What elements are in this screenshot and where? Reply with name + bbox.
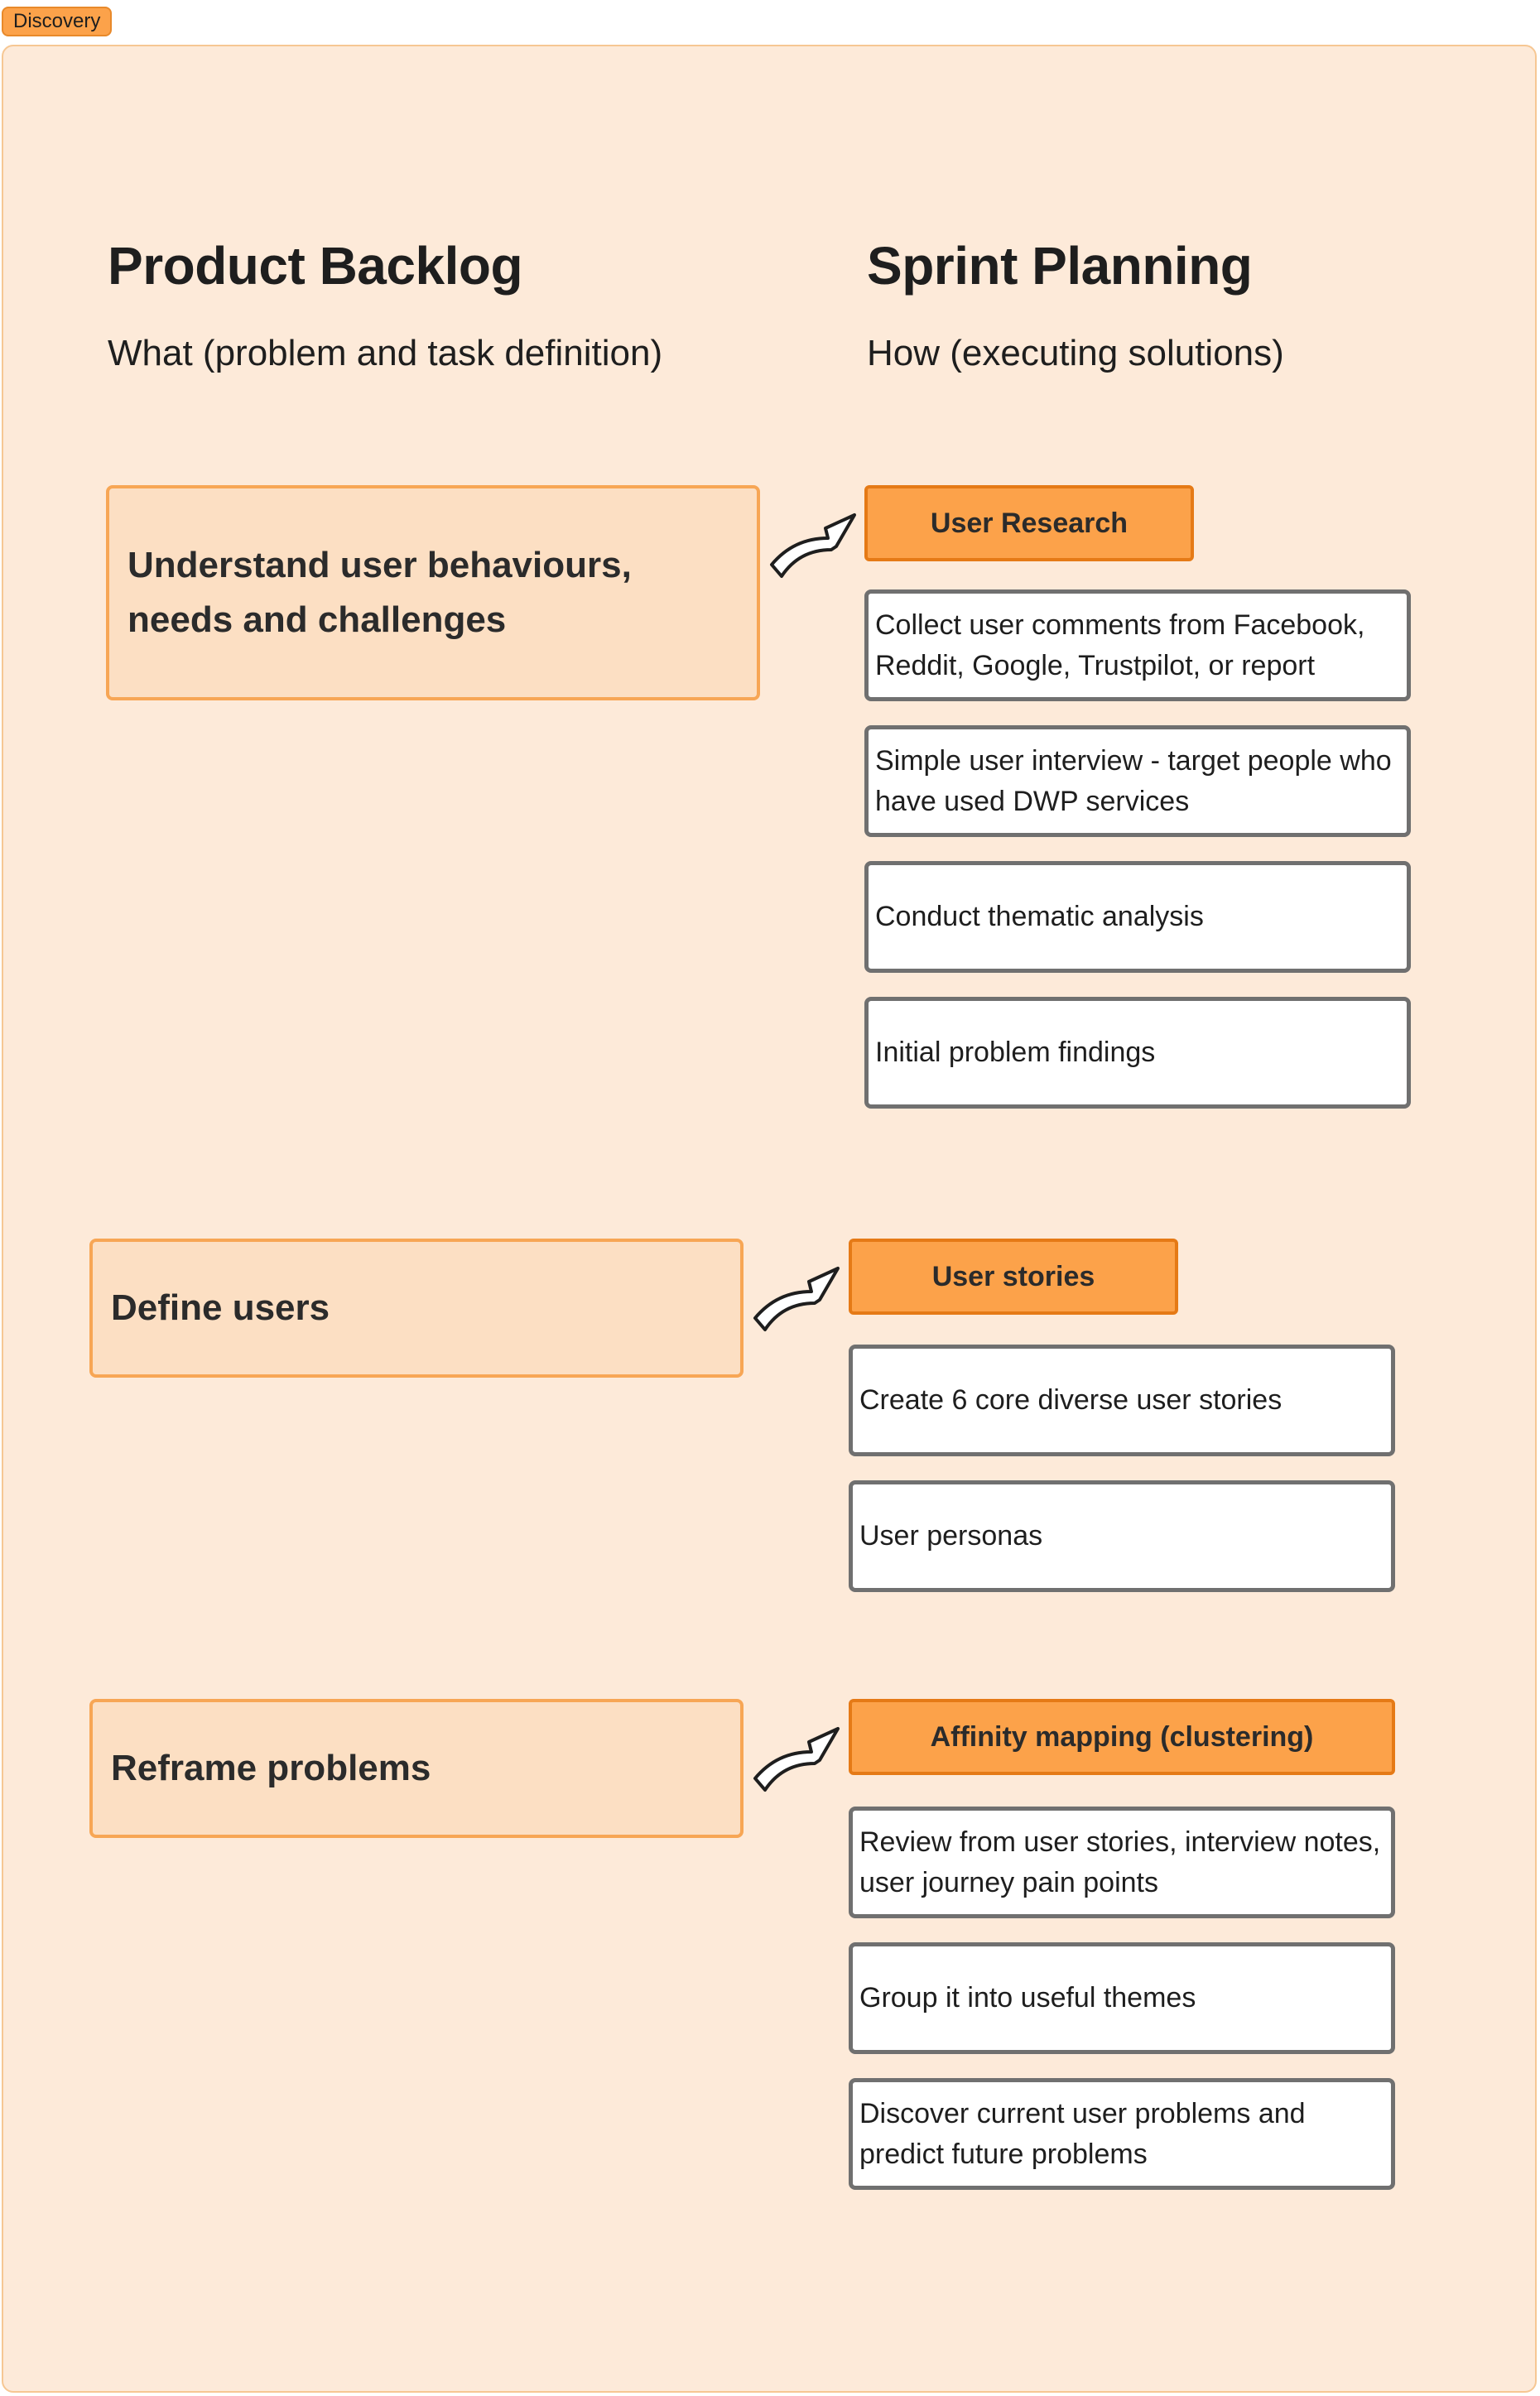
task-card-core-user-stories[interactable] [849,1345,1395,1456]
backlog-item-text: Define users [111,1287,330,1328]
sprint-column-subtitle: How (executing solutions) [867,333,1284,373]
frame-tab-discovery[interactable]: Discovery [2,7,112,36]
task-card-text: Conduct thematic analysis [875,901,1204,932]
arrow-icon [748,1262,846,1336]
backlog-item-understand-users[interactable] [106,485,760,700]
backlog-column-subtitle: What (problem and task definition) [108,333,663,373]
backlog-item-text: Understand user behaviours, needs and challenges [128,545,632,640]
task-card-text: Review from user stories, interview notes, user journey pain points [859,1826,1381,1898]
task-card-user-personas[interactable] [849,1480,1395,1592]
task-card-thematic-analysis[interactable] [864,861,1411,973]
backlog-column-title: Product Backlog [108,236,523,296]
task-card-text: Create 6 core diverse user stories [859,1384,1283,1416]
arrow-icon [748,1722,846,1797]
task-card-review-notes[interactable] [849,1807,1395,1918]
backlog-item-define-users[interactable] [89,1239,744,1378]
task-card-collect-comments[interactable] [864,589,1411,701]
task-card-text: Group it into useful themes [859,1982,1196,2014]
backlog-item-text: Reframe problems [111,1748,431,1788]
task-card-text: Simple user interview - target people who have used DWP services [875,744,1392,817]
arrow-icon [765,508,863,583]
task-card-discover-problems[interactable] [849,2078,1395,2190]
backlog-item-reframe-problems[interactable] [89,1699,744,1838]
task-card-initial-findings[interactable] [864,997,1411,1109]
sprint-label-affinity-mapping[interactable]: Affinity mapping (clustering) [849,1699,1395,1775]
task-card-text: Initial problem findings [875,1037,1156,1068]
task-card-user-interview[interactable] [864,725,1411,837]
sprint-column-title: Sprint Planning [867,236,1253,296]
sprint-label-user-stories[interactable]: User stories [849,1239,1178,1315]
sprint-label-user-research[interactable]: User Research [864,485,1194,561]
task-card-text: Collect user comments from Facebook, Reddit, Google, Trustpilot, or report [875,609,1365,681]
task-card-group-themes[interactable] [849,1942,1395,2054]
task-card-text: Discover current user problems and predict future problems [859,2097,1306,2170]
task-card-text: User personas [859,1520,1043,1552]
